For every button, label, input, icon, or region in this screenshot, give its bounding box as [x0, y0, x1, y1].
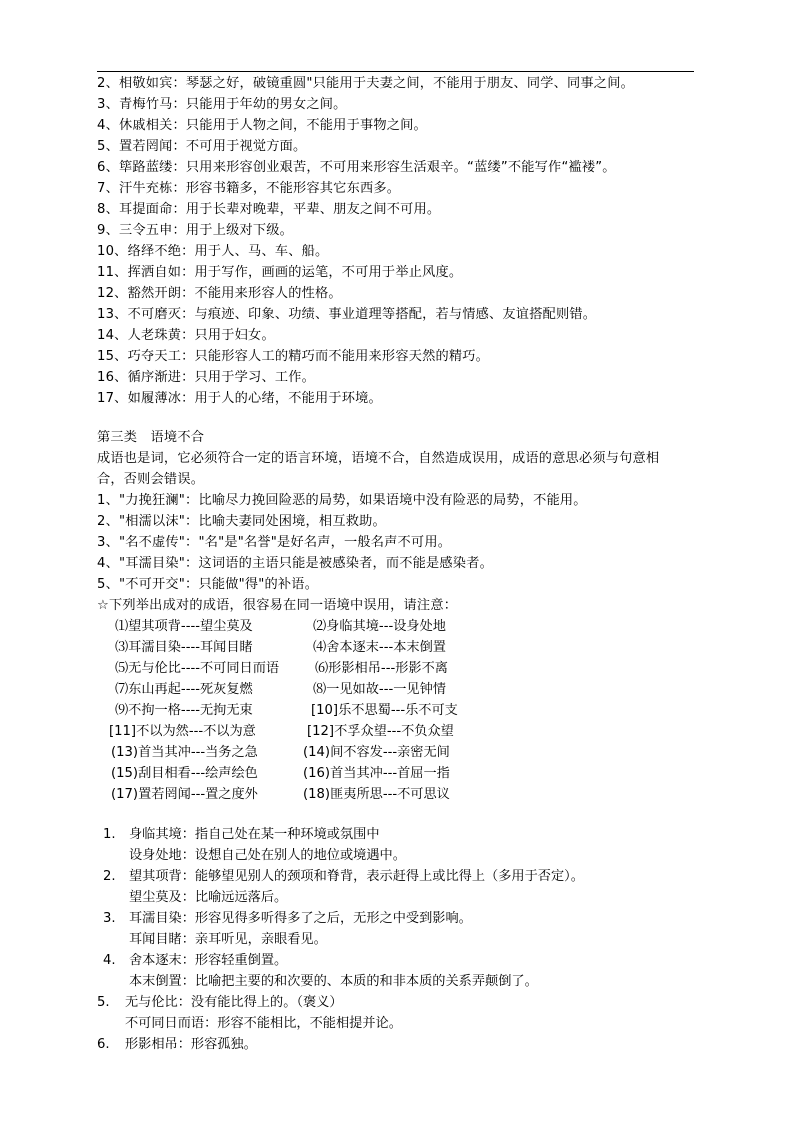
list-item: 16、循序渐进：只用于学习、工作。: [97, 370, 315, 385]
list-item: 14、人老珠黄：只用于妇女。: [97, 328, 275, 343]
list-item: 8、耳提面命：用于长辈对晚辈，平辈、朋友之间不可用。: [97, 202, 441, 217]
list-item: 3、青梅竹马：只能用于年幼的男女之间。: [97, 97, 347, 112]
note-line: ☆下列举出成对的成语，很容易在同一语境中误用，请注意：: [97, 598, 458, 613]
definition-text: 望尘莫及：比喻远远落后。: [129, 890, 288, 905]
list-item: 17、如履薄冰：用于人的心绪，不能用于环境。: [97, 391, 382, 406]
definition-text: 设身处地：设想自己处在别人的地位或境遇中。: [129, 848, 406, 863]
definition-text: 形影相吊：形容孤独。: [125, 1037, 257, 1052]
definition-number: 6.: [97, 1037, 110, 1052]
section-heading: 第三类 语境不合: [97, 430, 205, 445]
list-item: 3、"名不虚传"："名"是"名誉"是好名声，一般名声不可用。: [97, 535, 452, 550]
idiom-pair: [12]不孚众望---不负众望: [307, 724, 454, 739]
idiom-pair: (14)间不容发---亲密无间: [303, 745, 450, 760]
definition-text: 不可同日而语：形容不能相比，不能相提并论。: [125, 1016, 402, 1031]
list-item: 7、汗牛充栋：形容书籍多，不能形容其它东西多。: [97, 181, 401, 196]
list-item: 5、置若罔闻：不可用于视觉方面。: [97, 139, 307, 154]
idiom-pair: ⑺东山再起----死灰复燃: [115, 682, 253, 697]
idiom-pair: ⑸无与伦比----不可同日而语: [115, 661, 280, 676]
idiom-pair: (16)首当其冲---首屈一指: [303, 766, 450, 781]
list-item: 13、不可磨灭：与痕迹、印象、功绩、事业道理等搭配，若与情感、友谊搭配则错。: [97, 307, 597, 322]
list-item: 10、络绎不绝：用于人、马、车、船。: [97, 244, 329, 259]
idiom-pair: (18)匪夷所思---不可思议: [303, 787, 450, 802]
idiom-pair: (13)首当其冲---当务之急: [111, 745, 258, 760]
idiom-pair: ⑵身临其境---设身处地: [313, 619, 446, 634]
definition-number: 1.: [103, 827, 116, 842]
list-item: 1、"力挽狂澜"：比喻尽力挽回险恶的局势，如果语境中没有险恶的局势，不能用。: [97, 493, 587, 508]
idiom-pair: ⑷舍本逐末---本末倒置: [313, 640, 446, 655]
definition-number: 3.: [103, 911, 116, 926]
list-item: 4、休戚相关：只能用于人物之间，不能用于事物之间。: [97, 118, 427, 133]
list-item: 6、筚路蓝缕：只用来形容创业艰苦，不可用来形容生活艰辛。“蓝缕”不能写作“褴褛”。: [97, 160, 616, 175]
definition-text: 身临其境：指自己处在某一种环境或氛围中: [129, 827, 380, 842]
list-item: 2、相敬如宾：琴瑟之好，破镜重圆"只能用于夫妻之间，不能用于朋友、同学、同事之间。: [97, 76, 634, 91]
header-rule: [97, 71, 694, 72]
idiom-pair: ⑴望其项背----望尘莫及: [115, 619, 253, 634]
section-intro: 合，否则会错误。: [97, 472, 205, 487]
list-item: 12、豁然开朗：不能用来形容人的性格。: [97, 286, 342, 301]
definition-text: 无与伦比：没有能比得上的。（褒义）: [125, 995, 343, 1010]
definition-text: 本末倒置：比喻把主要的和次要的、本质的和非本质的关系弄颠倒了。: [129, 974, 538, 989]
list-item: 4、"耳濡目染"：这词语的主语只能是被感染者，而不能是感染者。: [97, 556, 493, 571]
idiom-pair: ⑻一见如故---一见钟情: [313, 682, 446, 697]
definition-number: 2.: [103, 869, 116, 884]
idiom-pair: (17)置若罔闻---置之度外: [111, 787, 258, 802]
definition-text: 耳濡目染：形容见得多听得多了之后，无形之中受到影响。: [129, 911, 472, 926]
section-intro: 成语也是词，它必须符合一定的语言环境，语境不合，自然造成误用，成语的意思必须与句意相: [97, 451, 660, 466]
definition-text: 望其项背：能够望见别人的颈项和脊背，表示赶得上或比得上（多用于否定）。: [129, 869, 584, 884]
list-item: 9、三令五申：用于上级对下级。: [97, 223, 294, 238]
idiom-pair: ⑹形影相吊---形影不离: [315, 661, 448, 676]
definition-number: 4.: [103, 953, 116, 968]
list-item: 5、"不可开交"：只能做"得"的补语。: [97, 577, 319, 592]
idiom-pair: ⑶耳濡目染----耳闻目睹: [115, 640, 253, 655]
definition-text: 舍本逐末：形容轻重倒置。: [129, 953, 288, 968]
idiom-pair: ⑼不拘一格----无拘无束: [115, 703, 253, 718]
list-item: 15、巧夺天工：只能形容人工的精巧而不能用来形容天然的精巧。: [97, 349, 490, 364]
idiom-pair: [10]乐不思蜀---乐不可支: [311, 703, 458, 718]
idiom-pair: (15)刮目相看---绘声绘色: [111, 766, 258, 781]
definition-text: 耳闻目睹：亲耳听见，亲眼看见。: [129, 932, 327, 947]
list-item: 11、挥洒自如：用于写作，画画的运笔，不可用于举止风度。: [97, 265, 463, 280]
definition-number: 5.: [97, 995, 110, 1010]
list-item: 2、"相濡以沫"：比喻夫妻同处困境，相互救助。: [97, 514, 386, 529]
idiom-pair: [11]不以为然---不以为意: [109, 724, 256, 739]
